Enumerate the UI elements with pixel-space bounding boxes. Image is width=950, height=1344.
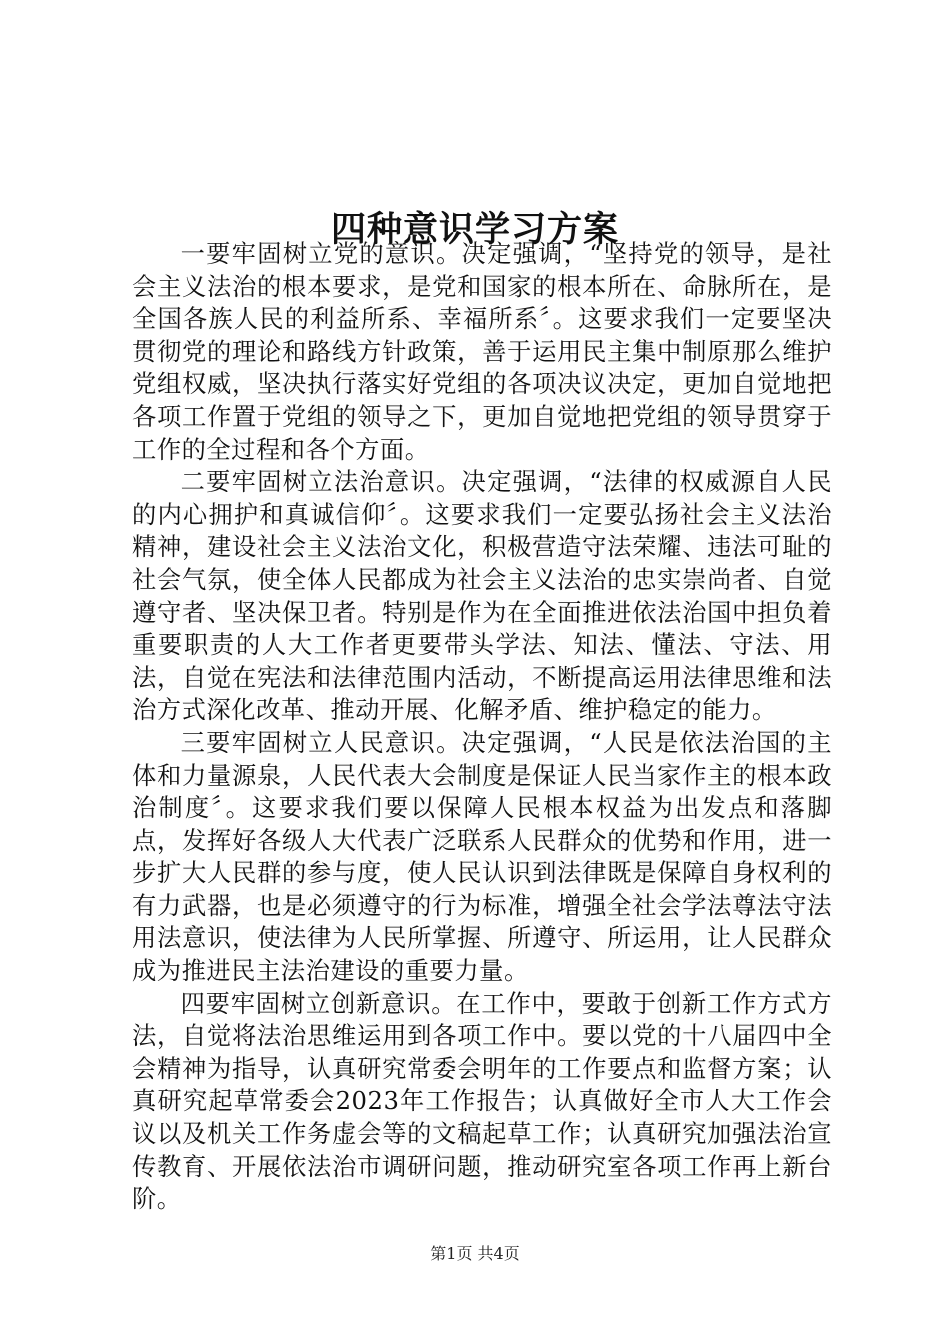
paragraph-party-awareness: 一要牢固树立党的意识。决定强调，“坚持党的领导，是社会主义法治的根本要求，是党和国家的根本所在、命脉所在，是全国各族人民的利益所系、幸福所系〞。这要求我们一定要坚决贯彻党的理论和路线方针政策，善于运用民主集中制原那么维护党组权威，坚决执行落实好党组的各项决议决定，更加自觉地把各项工作置于党组的领导之下，更加自觉地把党组的领导贯穿于工作的全过程和各个方面。 bbox=[132, 239, 832, 464]
page-number-footer: 第1页 共4页 bbox=[430, 1244, 520, 1263]
paragraph-people-awareness: 三要牢固树立人民意识。决定强调，“人民是依法治国的主体和力量源泉，人民代表大会制度是保证人民当家作主的根本政治制度〞。这要求我们要以保障人民根本权益为出发点和落脚点，发挥好各级人大代表广泛联系人民群众的优势和作用，进一步扩大人民群的参与度，使人民认识到法律既是保障自身权利的有力武器，也是必须遵守的行为标准，增强全社会学法尊法守法用法意识，使法律为人民所掌握、所遵守、所运用，让人民群众成为推进民主法治建设的重要力量。 bbox=[132, 727, 832, 986]
paragraph-innovation-awareness: 四要牢固树立创新意识。在工作中，要敢于创新工作方式方法，自觉将法治思维运用到各项工作中。要以党的十八届四中全会精神为指导，认真研究常委会明年的工作要点和监督方案；认真研究起草常委会2023年工作报告；认真做好全市人大工作会议以及机关工作务虚会等的文稿起草工作；认真研究加强法治宣传教育、开展依法治市调研问题，推动研究室各项工作再上新台阶。 bbox=[132, 988, 832, 1214]
paragraph-rule-of-law-awareness: 二要牢固树立法治意识。决定强调，“法律的权威源自人民的内心拥护和真诚信仰〞。这要求我们一定要弘扬社会主义法治精神，建设社会主义法治文化，积极营造守法荣耀、违法可耻的社会气氛，使全体人民都成为社会主义法治的忠实崇尚者、自觉遵守者、坚决保卫者。特别是作为在全面推进依法治国中担负着重要职责的人大工作者更要带头学法、知法、懂法、守法、用法，自觉在宪法和法律范围内活动，不断提高运用法律思维和法治方式深化改革、推动开展、化解矛盾、维护稳定的能力。 bbox=[132, 467, 832, 725]
document-body bbox=[132, 238, 832, 1216]
document-title: 四种意识学习方案 bbox=[330, 209, 619, 251]
